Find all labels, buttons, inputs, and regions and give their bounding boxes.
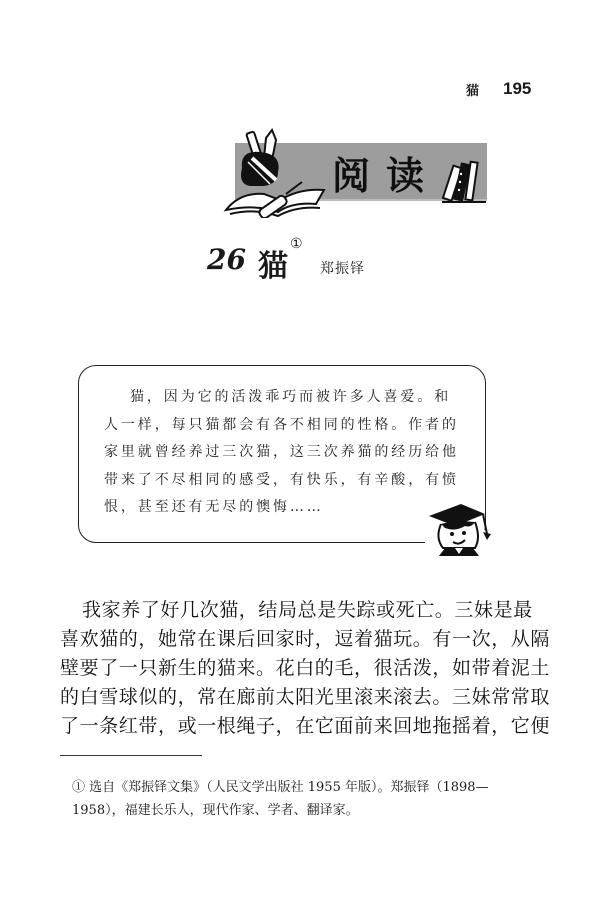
lesson-number: 26 bbox=[207, 243, 246, 276]
section-banner-label: 阅读 bbox=[332, 153, 441, 198]
lesson-title: 猫 bbox=[258, 249, 288, 284]
body-line: 了一条红带，或一根绳子，在它面前来回地拖摇着，它便 bbox=[60, 715, 551, 737]
footnote-line: 1958），福建长乐人，现代作家、学者、翻译家。 bbox=[72, 803, 359, 818]
running-head-title: 猫 bbox=[466, 84, 480, 99]
footnote-line: ① 选自《郑振铎文集》（人民文学出版社 1955 年版）。郑振铎（1898— bbox=[72, 780, 489, 795]
intro-line: 带来了不尽相同的感受，有快乐，有辛酸，有愤 bbox=[104, 472, 459, 488]
intro-line: 家里就曾经养过三次猫，这三次养猫的经历给他 bbox=[104, 444, 459, 460]
body-line: 喜欢猫的，她常在课后回家时，逗着猫玩。有一次，从隔 bbox=[60, 628, 551, 650]
books-icon bbox=[440, 156, 488, 206]
footnote-marker[interactable]: ① bbox=[290, 236, 303, 252]
intro-line: 猫，因为它的活泼乖巧而被许多人喜爱。和 bbox=[130, 389, 452, 405]
intro-line: 人一样，每只猫都会有各不相同的性格。作者的 bbox=[104, 417, 459, 433]
lesson-author: 郑振铎 bbox=[320, 261, 365, 277]
pen-cup-icon bbox=[220, 128, 330, 218]
body-line: 我家养了好几次猫，结局总是失踪或死亡。三妹是最 bbox=[82, 599, 533, 621]
intro-line: 恨，甚至还有无尽的懊悔…… bbox=[104, 499, 324, 515]
graduate-student-icon bbox=[425, 498, 493, 556]
page-number: 195 bbox=[503, 79, 532, 98]
body-line: 壁要了一只新生的猫来。花白的毛，很活泼，如带着泥土 bbox=[60, 657, 551, 679]
body-line: 的白雪球似的，常在廊前太阳光里滚来滚去。三妹常常取 bbox=[60, 686, 551, 708]
footnote-divider bbox=[60, 755, 202, 756]
